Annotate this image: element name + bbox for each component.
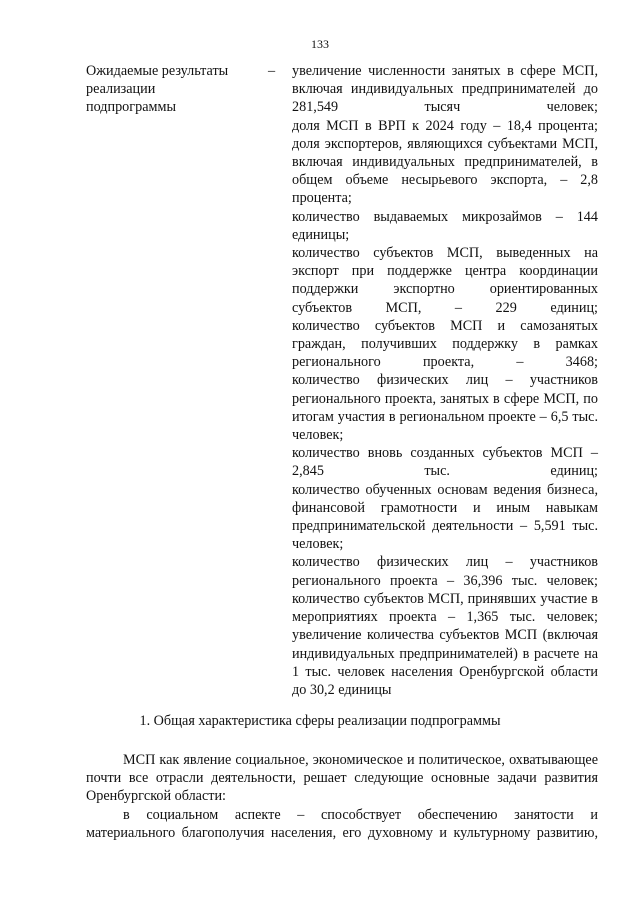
expected-results-list [292, 62, 598, 699]
expected-results-dash: – [268, 63, 276, 79]
result-item-1: увеличение численности занятых в сфере МСП, включая индивидуальных предпринимателей до 281,549 тысяч человек; [292, 63, 598, 116]
body-paragraph-2: в социальном аспекте – способствует обеспечению занятости и материального благополучия населения, его духовному и культурному развитию, [86, 806, 598, 841]
section-heading: 1. Общая характеристика сферы реализации подпрограммы [139, 713, 501, 729]
result-item-11: количество субъектов МСП, принявших участие в мероприятиях проекта – 1,365 тыс. человек; [292, 590, 598, 626]
body-paragraph-1: МСП как явление социальное, экономическое и политическое, охватывающее почти все отрасли деятельности, решает следующие основные задачи развития Оренбургской области: [86, 752, 598, 805]
result-item-2: доля МСП в ВРП к 2024 году – 18,4 процента; [292, 117, 598, 134]
page-number: 133 [311, 37, 329, 51]
result-item-9: количество обученных основам ведения бизнеса, финансовой грамотности и иным навыкам предпринимательской деятельности – 5,591 тыс. человек; [292, 481, 598, 553]
result-item-3: доля экспортеров, являющихся субъектами МСП, включая индивидуальных предпринимателей, в общем объеме несырьевого экспорта, – 2,8 процента; [292, 135, 598, 207]
result-item-4: количество выдаваемых микрозаймов – 144 единицы; [292, 208, 598, 243]
result-item-10: количество физических лиц – участников регионального проекта – 36,396 тыс. человек; [292, 554, 598, 589]
body-text [86, 751, 598, 842]
result-item-7: количество физических лиц – участников регионального проекта, занятых в сфере МСП, по итогам участия в региональном проекте – 6,5 тыс. человек; [292, 372, 598, 444]
result-item-6: количество субъектов МСП и самозанятых граждан, получивших поддержку в рамках регионального проекта, – 3468; [292, 317, 598, 371]
expected-results-label: Ожидаемые результаты реализации подпрограммы [86, 63, 229, 116]
result-item-5: количество субъектов МСП, выведенных на экспорт при поддержке центра координации поддержки экспортно ориентированных субъектов МСП, – 229 единиц; [292, 245, 598, 316]
result-item-8: количество вновь созданных субъектов МСП – 2,845 тыс. единиц; [292, 445, 598, 480]
result-item-12: увеличение количества субъектов МСП (включая индивидуальных предпринимателей) в расчете на 1 тыс. человек населения Оренбургской области до 30,2 единицы [292, 627, 598, 698]
